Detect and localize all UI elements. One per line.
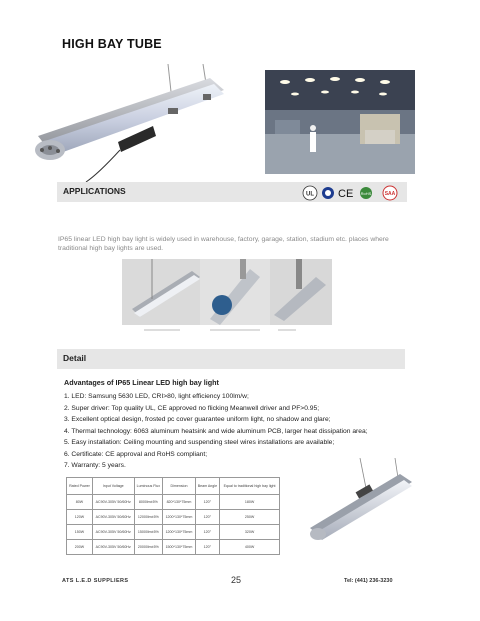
- product-image-suspended: [300, 458, 415, 548]
- table-cell: 400W: [220, 540, 280, 555]
- saa-icon: [383, 186, 397, 200]
- applications-heading: APPLICATIONS: [63, 186, 126, 196]
- advantage-item: 7. Warranty: 5 years.: [64, 462, 126, 469]
- table-cell: 15000lm±5%: [134, 525, 163, 540]
- page-title: HIGH BAY TUBE: [62, 37, 162, 51]
- table-row: [67, 510, 280, 525]
- table-cell: 1200*130*75mm: [163, 525, 195, 540]
- installation-photo-2: [200, 259, 270, 335]
- footer-company: ATS L.E.D SUPPLIERS: [62, 578, 129, 584]
- svg-text:RoHS: RoHS: [360, 191, 372, 196]
- table-cell: 1200*130*75mm: [163, 510, 195, 525]
- ul-listed-icon: [322, 187, 334, 199]
- table-cell: 180W: [220, 495, 280, 510]
- advantage-item: 6. Certificate: CE approval and RoHS compliant;: [64, 450, 208, 458]
- table-cell: 1500*130*75mm: [163, 540, 195, 555]
- table-cell: 120°: [195, 495, 219, 510]
- advantages-title: Advantages of IP65 Linear LED high bay light: [64, 378, 219, 387]
- table-cell: 250W: [220, 510, 280, 525]
- table-cell: AC90V-305V 50/60Hz: [92, 525, 134, 540]
- svg-text:CE: CE: [338, 188, 354, 200]
- product-image: [28, 64, 228, 190]
- certification-icons: [300, 182, 410, 204]
- detail-heading: Detail: [63, 353, 87, 363]
- ul-icon: [303, 186, 317, 200]
- installation-photo-1: [122, 259, 202, 335]
- table-cell: 12000lm±5%: [134, 510, 163, 525]
- table-header: Rated Power: [67, 478, 93, 495]
- table-cell: 120W: [67, 510, 93, 525]
- table-cell: 120°: [195, 510, 219, 525]
- installation-photo-3: [270, 259, 332, 335]
- table-header: Beam Angle: [195, 478, 219, 495]
- table-row: [67, 540, 280, 555]
- footer-phone: Tel: (441) 236-3230: [344, 578, 393, 584]
- table-cell: 820*130*75mm: [163, 495, 195, 510]
- table-cell: 200W: [67, 540, 93, 555]
- applications-description: IP65 linear LED high bay light is widely used in warehouse, factory, garage, station, stadium etc. places where traditional high bay lights are used.: [58, 236, 389, 252]
- page-number: 25: [231, 575, 242, 585]
- table-cell: 120°: [195, 540, 219, 555]
- certification-logos: [300, 182, 410, 204]
- table-cell: 8000lm±5%: [134, 495, 163, 510]
- table-cell: 80W: [67, 495, 93, 510]
- detail-section-bar: [57, 349, 405, 369]
- advantage-item: 5. Easy installation: Ceiling mounting and suspending steel wires installations are available;: [64, 439, 335, 446]
- table-header: Luminous Flux: [134, 478, 163, 495]
- warehouse-photo: [265, 70, 415, 174]
- ce-icon: [338, 188, 353, 200]
- table-header: Dimension: [163, 478, 195, 495]
- table-cell: 320W: [220, 525, 280, 540]
- advantage-item: 3. Excellent optical design, frosted pc cover guarantee uniform light, no shadow and glare;: [64, 416, 331, 423]
- svg-text:SAA: SAA: [384, 191, 396, 197]
- advantage-item: 4. Thermal technology: 6063 aluminum heatsink and wide aluminum PCB, larger heat dissipation area;: [64, 427, 368, 435]
- advantage-item: 1. LED: Samsung 5630 LED, CRI>80, light efficiency 100lm/w;: [64, 393, 249, 400]
- table-cell: 20000lm±5%: [134, 540, 163, 555]
- table-cell: 150W: [67, 525, 93, 540]
- table-cell: 120°: [195, 525, 219, 540]
- table-cell: AC90V-305V 50/60Hz: [92, 495, 134, 510]
- table-cell: AC90V-305V 50/60Hz: [92, 540, 134, 555]
- table-header-row: [67, 478, 280, 495]
- svg-text:UL: UL: [306, 191, 314, 198]
- table-row: [67, 495, 280, 510]
- spec-table: [66, 477, 280, 555]
- advantage-item: 2. Super driver: Top quality UL, CE approved no flicking Meanwell driver and PF>0.95;: [64, 404, 320, 412]
- rohs-icon: [360, 187, 372, 199]
- table-row: [67, 525, 280, 540]
- table-header: Equal to traditional high bay light: [220, 478, 280, 495]
- table-cell: AC90V-305V 50/60Hz: [92, 510, 134, 525]
- table-header: Input Voltage: [92, 478, 134, 495]
